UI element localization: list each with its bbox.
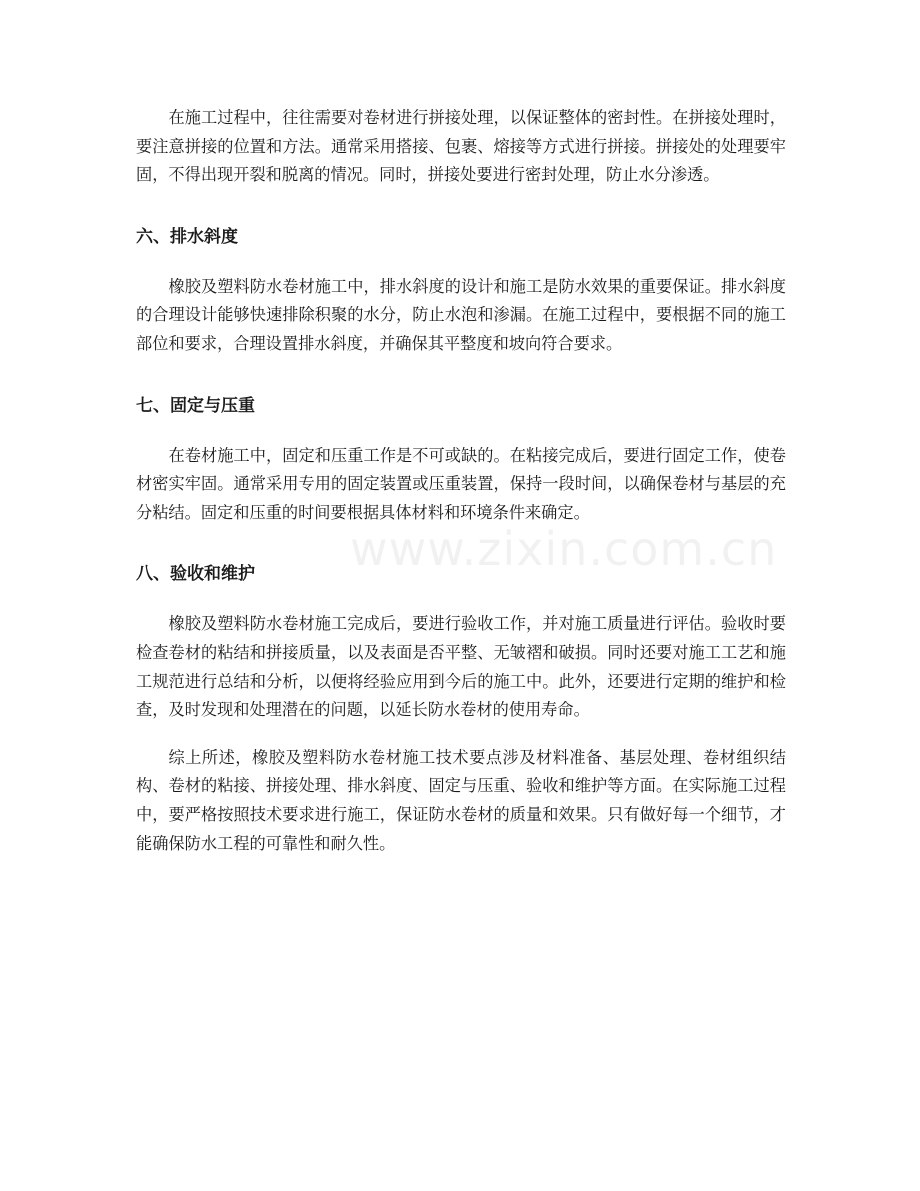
paragraph-acceptance-maintenance: 橡胶及塑料防水卷材施工完成后，要进行验收工作，并对施工质量进行评估。验收时要检查卷材的粘结和拼接质量，以及表面是否平整、无皱褶和破损。同时还要对施工工艺和施工规范进行总结和分析，以便将经验应用到今后的施工中。此外，还要进行定期的维护和检查，及时发现和处理潜在的问题，以延长防水卷材的使用寿命。 [136,614,786,720]
section-heading-fixing-weighting: 七、固定与压重 [136,395,255,416]
document-page [136,104,786,858]
watermark-text: www.zixin.com.cn [350,522,778,576]
paragraph-splicing: 在施工过程中，往往需要对卷材进行拼接处理，以保证整体的密封性。在拼接处理时，要注意拼接的位置和方法。通常采用搭接、包裹、熔接等方式进行拼接。拼接处的处理要牢固，不得出现开裂和脱离的情况。同时，拼接处要进行密封处理，防止水分渗透。 [136,108,786,185]
section-heading-drainage-slope: 六、排水斜度 [136,226,238,247]
paragraph-drainage-slope: 橡胶及塑料防水卷材施工中，排水斜度的设计和施工是防水效果的重要保证。排水斜度的合理设计能够快速排除积聚的水分，防止水泡和渗漏。在施工过程中，要根据不同的施工部位和要求，合理设置排水斜度，并确保其平整度和坡向符合要求。 [136,276,786,353]
paragraph-fixing-weighting: 在卷材施工中，固定和压重工作是不可或缺的。在粘接完成后，要进行固定工作，使卷材密实牢固。通常采用专用的固定装置或压重装置，保持一段时间，以确保卷材与基层的充分粘结。固定和压重的时间要根据具体材料和环境条件来确定。 [136,445,786,522]
paragraph-summary: 综上所述，橡胶及塑料防水卷材施工技术要点涉及材料准备、基层处理、卷材组织结构、卷材的粘接、拼接处理、排水斜度、固定与压重、验收和维护等方面。在实际施工过程中，要严格按照技术要求进行施工，保证防水卷材的质量和效果。只有做好每一个细节，才能确保防水工程的可靠性和耐久性。 [136,747,786,853]
section-heading-acceptance-maintenance: 八、验收和维护 [136,564,255,585]
